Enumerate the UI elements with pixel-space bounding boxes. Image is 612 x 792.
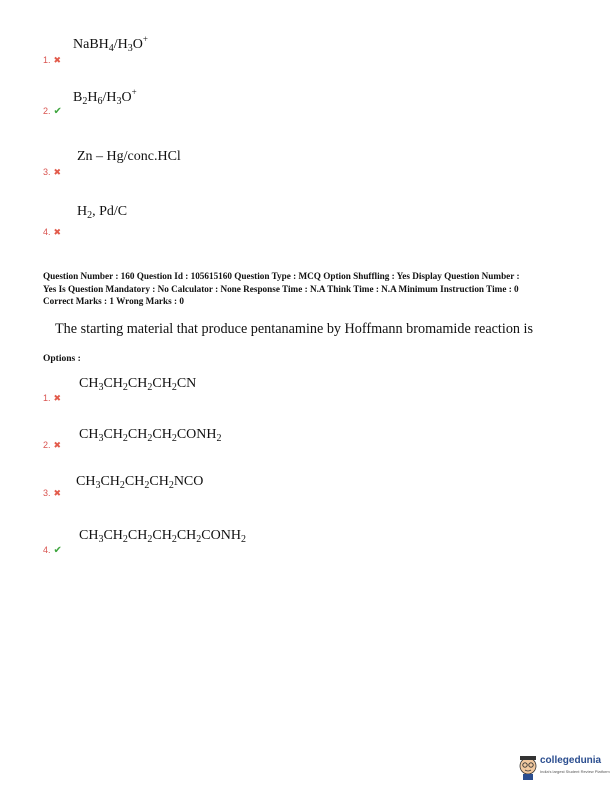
mascot-icon: [518, 754, 538, 780]
correct-check-icon: ✔: [53, 106, 62, 117]
question-meta-line-2: Yes Is Question Mandatory : No Calculator : None Response Time : N.A Think Time : N.A Minimum Instruction Time : 0: [43, 283, 519, 294]
option-2-formula: $CH_3CH_2CH_2CH_2CONH_2$: [79, 427, 222, 444]
option-1-number: 1. ✖: [43, 393, 62, 403]
prev-option-3-formula: Zn – Hg/conc.HCl: [77, 149, 181, 164]
question-meta-line-1: Question Number : 160 Question Id : 105615160 Question Type : MCQ Option Shuffling : Yes Display Question Number :: [43, 271, 520, 281]
wrong-mark-icon: ✖: [53, 440, 62, 450]
option-3-number: 3. ✖: [43, 488, 62, 498]
wrong-mark-icon: ✖: [53, 488, 62, 498]
prev-option-4-formula: $H_2$, Pd/C: [77, 204, 128, 221]
prev-option-4-number: 4. ✖: [43, 227, 62, 237]
option-4-formula: $CH_3CH_2CH_2CH_2CH_2CONH_2$: [79, 528, 246, 545]
prev-option-1-number: 1. ✖: [43, 55, 62, 65]
logo-tagline: India's largest Student Review Platform: [540, 769, 610, 774]
logo-name: collegedunia: [540, 755, 602, 766]
option-3-formula: $CH_3CH_2CH_2CH_2NCO$: [76, 474, 204, 491]
prev-option-2-number: 2. ✔: [43, 106, 62, 117]
wrong-mark-icon: ✖: [53, 55, 62, 65]
question-meta: [43, 270, 520, 308]
option-2-number: 2. ✖: [43, 440, 62, 450]
options-label: Options :: [43, 354, 81, 364]
wrong-mark-icon: ✖: [53, 227, 62, 237]
option-4-number: 4. ✔: [43, 545, 62, 556]
option-1-formula: $CH_3CH_2CH_2CH_2CN$: [79, 376, 197, 393]
collegedunia-logo: [518, 752, 610, 784]
question-text: The starting material that produce pentanamine by Hoffmann bromamide reaction is: [55, 321, 534, 337]
question-meta-line-3: Correct Marks : 1 Wrong Marks : 0: [43, 296, 184, 306]
wrong-mark-icon: ✖: [53, 393, 62, 403]
prev-option-1-formula: $NaBH_4/H_3O^+$: [73, 34, 148, 54]
correct-check-icon: ✔: [53, 545, 62, 556]
prev-option-3-number: 3. ✖: [43, 167, 62, 177]
prev-option-2-formula: $B_2H_6/H_3O^+$: [73, 87, 137, 107]
wrong-mark-icon: ✖: [53, 167, 62, 177]
